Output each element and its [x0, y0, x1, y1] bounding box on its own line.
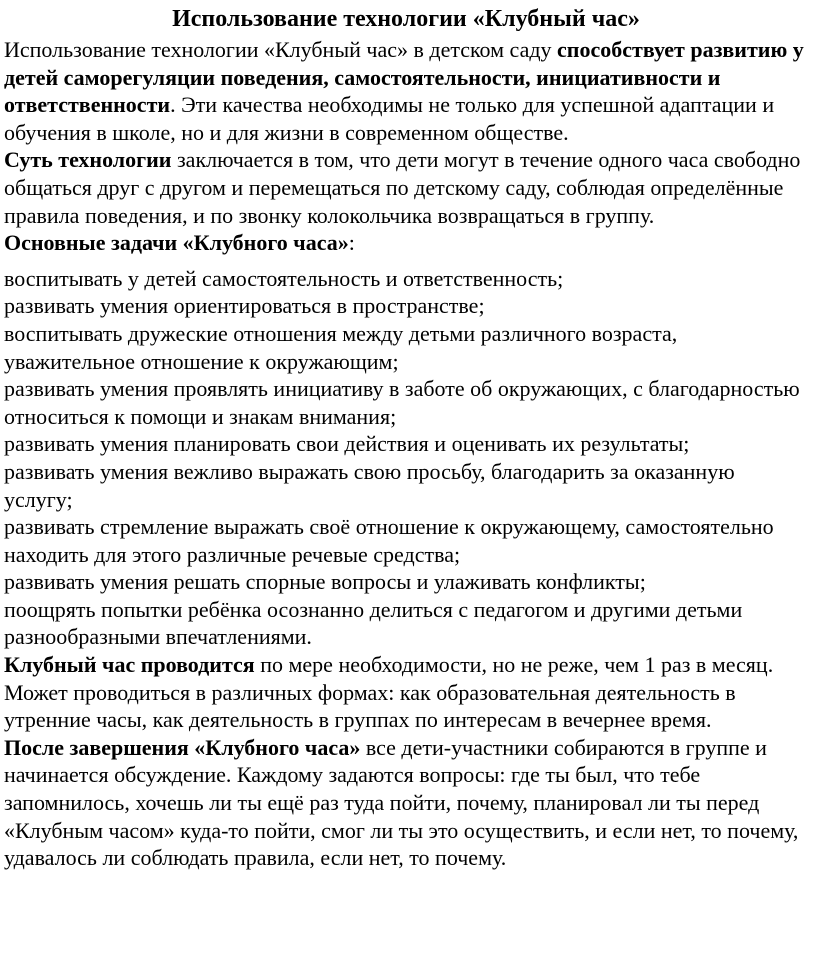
list-item: поощрять попытки ребёнка осознанно делиться с педагогом и другими детьми разнообразными впечатлениями. — [4, 596, 743, 650]
conducted-paragraph — [4, 651, 808, 734]
essence-heading: Суть технологии — [4, 147, 172, 173]
tasks-list — [4, 265, 808, 651]
list-item: развивать умения решать спорные вопросы и улаживать конфликты; — [4, 569, 646, 595]
conducted-heading: Клубный час проводится — [4, 652, 255, 678]
essence-text: заключается в том, что дети могут в течение одного часа свободно общаться друг с другом и перемещаться по детскому саду, соблюдая определённые правила поведения, и по звонку колокольчика возвращаться в группу. — [4, 147, 801, 228]
intro-text-end: . Эти качества необходимы не только для успешной адаптации и обучения в школе, но и для жизни в современном обществе. — [4, 92, 775, 145]
intro-bold-text: способствует развитию у детей саморегуляции поведения, самостоятельности, инициативности и ответственности — [4, 37, 804, 118]
list-item: развивать умения ориентироваться в пространстве; — [4, 293, 485, 319]
after-paragraph — [4, 734, 808, 872]
intro-text-start: Использование технологии «Клубный час» в детском саду — [4, 37, 558, 62]
tasks-heading-colon: : — [348, 230, 355, 256]
tasks-heading-paragraph — [4, 229, 808, 257]
essence-paragraph — [4, 146, 808, 229]
intro-paragraph — [4, 36, 808, 146]
list-item: развивать стремление выражать своё отношение к окружающему, самостоятельно находить для этого различные речевые средства; — [4, 514, 774, 567]
list-item: развивать умения вежливо выражать свою просьбу, благодарить за оказанную услугу; — [4, 458, 735, 512]
conducted-text: по мере необходимости, но не реже, чем 1 раз в месяц. Может проводиться в различных формах: как образовательная деятельность в утренние часы, как деятельность в группах по интересам в вечернее время. — [4, 652, 774, 733]
list-item: развивать умения проявлять инициативу в заботе об окружающих, с благодарностью относиться к помощи и знакам внимания; — [4, 376, 800, 429]
list-item: воспитывать дружеские отношения между детьми различного возраста, уважительное отношение к окружающим; — [4, 320, 678, 374]
list-item: развивать умения планировать свои действия и оценивать их результаты; — [4, 431, 690, 457]
tasks-heading: Основные задачи «Клубного часа» — [4, 230, 349, 256]
after-heading: После завершения «Клубного часа» — [4, 734, 361, 760]
after-text: все дети-участники собираются в группе и начинается обсуждение. Каждому задаются вопросы: где ты был, что тебе запомнилось, хочешь ли ты ещё раз туда пойти, почему, планировал ли ты перед «Клубным часом» куда-то пойти, смог ли ты это осуществить, и если нет, то почему, удавалось ли соблюдать правила, если нет, то почему. — [4, 734, 799, 871]
page-title: Использование технологии «Клубный час» — [172, 6, 640, 32]
list-item: воспитывать у детей самостоятельность и ответственность; — [4, 265, 564, 291]
